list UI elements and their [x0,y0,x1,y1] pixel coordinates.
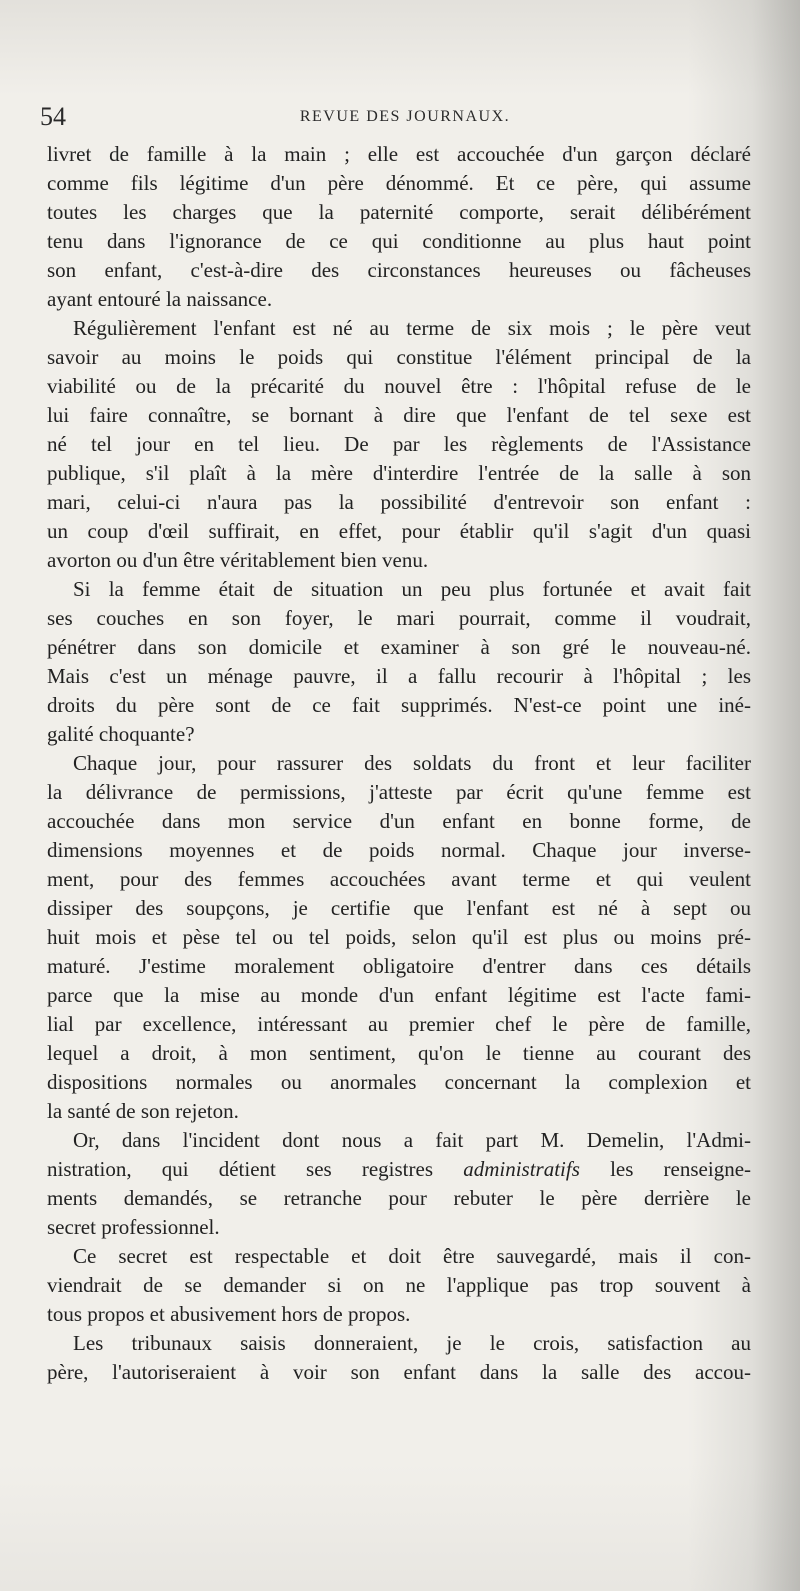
paragraph [47,749,751,1126]
text-line: huit mois et pèse tel ou tel poids, selon qu'il est plus ou moins pré- [47,925,751,949]
text-line: son enfant, c'est-à-dire des circonstances heureuses ou fâcheuses [47,258,751,282]
text-line: ayant entouré la naissance. [47,287,273,311]
text-line: Or, dans l'incident dont nous a fait part M. Demelin, l'Admi- [73,1128,751,1152]
paragraph [47,314,751,575]
page-header [40,102,740,132]
text-line: la santé de son rejeton. [47,1099,239,1123]
page-number: 54 [40,102,66,131]
text-line: droits du père sont de ce fait supprimés. N'est-ce point une iné- [47,693,751,717]
text-line: secret professionnel. [47,1215,220,1239]
text-line: Ce secret est respectable et doit être sauvegardé, mais il con- [73,1244,751,1268]
paragraph [47,575,751,749]
text-line: ments demandés, se retranche pour rebuter le père derrière le [47,1186,751,1210]
text-line: ment, pour des femmes accouchées avant terme et qui veulent [47,867,751,891]
text-line: viabilité ou de la précarité du nouvel être : l'hôpital refuse de le [47,374,751,398]
text-line: lequel a droit, à mon sentiment, qu'on le tienne au courant des [47,1041,751,1065]
running-head: REVUE DES JOURNAUX. [299,108,511,125]
paragraph [47,1242,751,1329]
text-line: mari, celui-ci n'aura pas la possibilité d'entrevoir son enfant : [47,490,751,514]
text-line: dispositions normales ou anormales concernant la complexion et [47,1070,751,1094]
text-run: nistration, qui détient ses registres [47,1157,434,1181]
text-line: Les tribunaux saisis donneraient, je le crois, satisfaction au [73,1331,751,1355]
text-line: pénétrer dans son domicile et examiner à son gré le nouveau-né. [47,635,751,659]
text-line: la délivrance de permissions, j'atteste par écrit qu'une femme est [47,780,751,804]
text-line: Mais c'est un ménage pauvre, il a fallu recourir à l'hôpital ; les [47,664,751,688]
paragraph [47,1126,751,1242]
text-line: parce que la mise au monde d'un enfant légitime est l'acte fami- [47,983,751,1007]
text-line: savoir au moins le poids qui constitue l'élément principal de la [47,345,751,369]
text-line: Régulièrement l'enfant est né au terme de six mois ; le père veut [73,316,751,340]
text-line: livret de famille à la main ; elle est accouchée d'un garçon déclaré [47,142,751,166]
text-line: avorton ou d'un être véritablement bien venu. [47,548,429,572]
text-line: maturé. J'estime moralement obligatoire d'entrer dans ces détails [47,954,751,978]
text-line: né tel jour en tel lieu. De par les règlements de l'Assistance [47,432,751,456]
text-line: comme fils légitime d'un père dénommé. Et ce père, qui assume [47,171,751,195]
text-line: lui faire connaître, se bornant à dire que l'enfant de tel sexe est [47,403,751,427]
text-line: ses couches en son foyer, le mari pourrait, comme il voudrait, [47,606,751,630]
text-line: viendrait de se demander si on ne l'applique pas trop souvent à [47,1273,751,1297]
article-body [47,140,751,1387]
paragraph [47,140,751,314]
text-line: Si la femme était de situation un peu plus fortunée et avait fait [73,577,751,601]
text-line: Chaque jour, pour rassurer des soldats du front et leur faciliter [73,751,751,775]
text-line: toutes les charges que la paternité comporte, serait délibérément [47,200,751,224]
text-line: tous propos et abusivement hors de propos. [47,1302,411,1326]
text-line [47,1155,751,1184]
text-line: père, l'autoriseraient à voir son enfant dans la salle des accou- [47,1360,751,1384]
text-line: galité choquante? [47,722,195,746]
text-line: publique, s'il plaît à la mère d'interdire l'entrée de la salle à son [47,461,751,485]
emphasis-text: administratifs [463,1157,580,1181]
paragraph [47,1329,751,1387]
text-line: dimensions moyennes et de poids normal. Chaque jour inverse- [47,838,751,862]
text-line: tenu dans l'ignorance de ce qui conditionne au plus haut point [47,229,751,253]
text-run: les renseigne- [610,1157,752,1181]
text-line: lial par excellence, intéressant au premier chef le père de famille, [47,1012,751,1036]
text-line: un coup d'œil suffirait, en effet, pour établir qu'il s'agit d'un quasi [47,519,751,543]
text-line: dissiper des soupçons, je certifie que l'enfant est né à sept ou [47,896,751,920]
text-line: accouchée dans mon service d'un enfant en bonne forme, de [47,809,751,833]
